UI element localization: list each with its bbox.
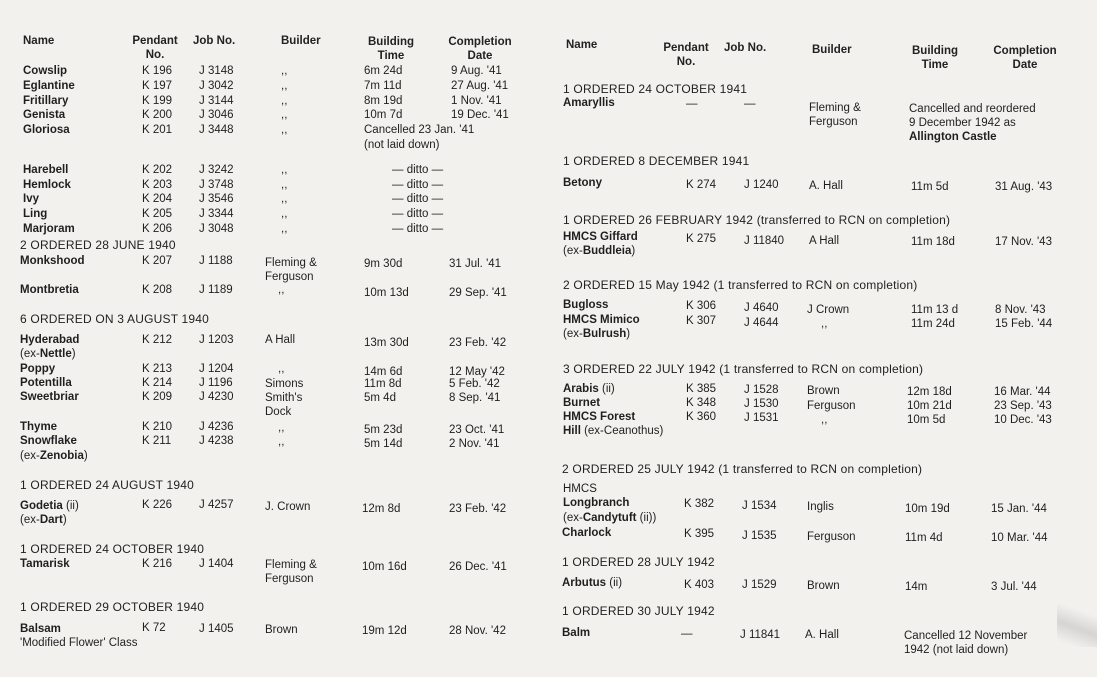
ship-name: Balsam <box>20 623 61 635</box>
completion-date: 12 May '42 <box>449 366 505 378</box>
pendant-no: — <box>681 628 693 640</box>
job-no: J 4230 <box>199 391 234 403</box>
ship-former-name: (ex-Candytuft (ii)) <box>563 512 657 524</box>
group-heading: 1 ORDERED 24 AUGUST 1940 <box>20 478 194 492</box>
group-heading: 1 ORDERED 28 JULY 1942 <box>562 555 715 569</box>
pendant-no: — <box>686 98 698 110</box>
pendant-no: K 208 <box>142 284 173 296</box>
header-job: Job No. <box>724 42 767 54</box>
right-column <box>545 0 1097 677</box>
completion-date: 17 Nov. '43 <box>995 236 1052 248</box>
ship-name: Eglantine <box>23 79 75 92</box>
completion-date: 10 Mar. '44 <box>991 532 1048 544</box>
building-time: 14m 6d <box>364 366 403 378</box>
builder: ,, <box>281 223 288 235</box>
pendant-no: K 196 <box>142 65 173 77</box>
builder: ,, <box>281 124 288 137</box>
job-no: J 1534 <box>742 500 777 512</box>
pendant-no: K 199 <box>142 94 173 107</box>
ship-name: Longbranch <box>563 497 630 509</box>
job-no: J 3448 <box>199 124 234 137</box>
ship-name: Charlock <box>562 527 612 539</box>
pendant-no: K 207 <box>142 255 173 267</box>
builder: ,, <box>281 65 288 77</box>
building-time: 19m 12d <box>362 625 407 637</box>
header-completion-date: Completion Date <box>993 45 1057 71</box>
ship-name: Harebell <box>23 163 69 176</box>
group-heading: 1 ORDERED 29 OCTOBER 1940 <box>20 600 205 614</box>
builder: ,, <box>281 79 288 92</box>
building-time: 5m 4d <box>364 392 396 404</box>
job-no: J 1405 <box>199 623 234 635</box>
completion-date: 8 Sep. '41 <box>449 392 501 404</box>
builder: Smith's Dock <box>265 392 303 418</box>
completion-date: 29 Sep. '41 <box>449 287 507 299</box>
hmcs-prefix: HMCS <box>563 483 597 495</box>
ship-name: Burnet <box>563 397 601 409</box>
building-time: 12m 18d <box>907 386 952 398</box>
pendant-no: K 212 <box>142 334 173 346</box>
ship-name: HMCS Mimico <box>563 314 640 326</box>
ship-name: Amaryllis <box>563 97 615 109</box>
building-time: — ditto — <box>392 223 444 235</box>
pendant-no: K 197 <box>142 79 173 92</box>
building-time: (not laid down) <box>364 139 440 151</box>
left-column <box>0 0 545 677</box>
job-no: J 4236 <box>199 421 234 433</box>
builder: ,, <box>278 436 285 448</box>
building-time: 5m 14d <box>364 438 403 450</box>
header-pendant: Pendant No. <box>663 42 709 68</box>
job-no: J 1196 <box>199 377 233 389</box>
job-no: J 1535 <box>742 530 777 542</box>
builder: ,, <box>281 94 288 107</box>
completion-date: 8 Nov. '43 <box>995 304 1046 316</box>
job-no: J 1404 <box>199 558 234 570</box>
ship-name-continued: Hill (ex-Ceanothus) <box>563 425 664 437</box>
job-no: J 1528 <box>744 384 779 396</box>
completion-date: 15 Jan. '44 <box>991 503 1047 515</box>
header-pendant: Pendant No. <box>132 35 178 61</box>
builder: A. Hall <box>805 629 839 641</box>
builder: ,, <box>278 284 285 296</box>
completion-date: 19 Dec. '41 <box>451 109 509 122</box>
builder: Inglis <box>807 501 834 513</box>
builder: Ferguson <box>807 531 856 543</box>
group-heading: 1 ORDERED 8 DECEMBER 1941 <box>563 154 750 168</box>
completion-date: 31 Jul. '41 <box>449 258 502 270</box>
building-time: 5m 23d <box>364 424 403 436</box>
ship-name: Monkshood <box>20 255 85 267</box>
job-no: J 11840 <box>744 235 785 247</box>
pendant-no: K 226 <box>142 499 173 511</box>
ship-name: Arabis (ii) <box>563 383 615 395</box>
pendant-no: K 348 <box>686 397 717 409</box>
pendant-no: K 216 <box>142 558 173 570</box>
builder: A Hall <box>809 235 840 247</box>
ship-name: Godetia (ii) <box>20 500 79 512</box>
builder: A. Hall <box>809 180 843 192</box>
ship-former-name: (ex-Nettle) <box>20 348 76 360</box>
group-heading: 1 ORDERED 30 JULY 1942 <box>562 604 715 618</box>
job-no: J 3148 <box>199 65 234 77</box>
ship-name: HMCS Giffard <box>563 231 638 243</box>
building-time: 10m 21d <box>907 400 952 412</box>
job-no: J 3344 <box>199 208 234 221</box>
job-no: J 3546 <box>199 193 234 206</box>
page-edge-smudge <box>1057 597 1097 647</box>
building-time: — ditto — <box>392 193 444 206</box>
job-no: J 1530 <box>744 398 779 410</box>
building-time: 11m 8d <box>364 378 402 390</box>
builder: ,, <box>281 109 288 122</box>
pendant-no: K 395 <box>684 528 715 540</box>
builder: ,, <box>821 318 828 330</box>
builder: Brown <box>807 580 840 592</box>
header-builder: Builder <box>281 35 321 47</box>
builder: Brown <box>265 624 298 636</box>
ship-former-name: (ex-Zenobia) <box>20 450 88 462</box>
building-time: 6m 24d <box>364 65 403 77</box>
job-no: J 1531 <box>744 412 779 424</box>
job-no: — <box>744 98 756 110</box>
completion-date: 3 Jul. '44 <box>991 581 1037 593</box>
ship-name: Thyme <box>20 421 58 433</box>
job-no: J 11841 <box>740 629 781 641</box>
job-no: J 3748 <box>199 178 234 191</box>
pendant-no: K 214 <box>142 377 173 389</box>
ship-former-name: (ex-Buddleia) <box>563 245 636 257</box>
pendant-no: K 72 <box>142 622 166 634</box>
header-job: Job No. <box>193 35 236 47</box>
completion-date: 5 Feb. '42 <box>449 378 500 390</box>
pendant-no: K 205 <box>142 208 173 221</box>
job-no: J 1189 <box>199 284 233 296</box>
ship-name: Arbutus (ii) <box>562 577 623 589</box>
builder: Fleming & Ferguson <box>265 559 317 585</box>
building-time: 10m 19d <box>905 503 950 515</box>
pendant-no: K 306 <box>686 300 717 312</box>
header-name: Name <box>566 39 598 51</box>
building-time: 11m 24d <box>911 318 955 330</box>
ship-name: Bugloss <box>563 299 609 311</box>
job-no: J 4644 <box>744 317 779 329</box>
ship-name: Hyderabad <box>20 334 80 346</box>
ship-name: Tamarisk <box>20 558 70 570</box>
completion-date: 15 Feb. '44 <box>995 318 1053 330</box>
completion-date: 31 Aug. '43 <box>995 181 1053 193</box>
building-time: 9m 30d <box>364 258 403 270</box>
builder: ,, <box>821 414 828 426</box>
ship-name: Cowslip <box>23 65 68 77</box>
pendant-no: K 307 <box>686 315 717 327</box>
header-completion-date: Completion Date <box>448 36 512 62</box>
header-builder: Builder <box>812 44 852 56</box>
ship-name: Sweetbriar <box>20 391 79 403</box>
completion-date: 27 Aug. '41 <box>451 79 509 92</box>
builder: ,, <box>278 363 285 375</box>
builder: ,, <box>281 208 288 221</box>
building-time: 13m 30d <box>364 337 409 349</box>
group-heading: 2 ORDERED 25 JULY 1942 (1 transferred to RCN on completion) <box>562 462 923 476</box>
completion-date: 9 Aug. '41 <box>451 65 502 77</box>
pendant-no: K 382 <box>684 498 715 510</box>
building-time: 10m 7d <box>364 109 403 122</box>
ship-name: Gloriosa <box>23 124 70 137</box>
status-note: Cancelled 12 November 1942 (not laid down) <box>904 630 1028 656</box>
ship-former-name: (ex-Dart) <box>20 514 67 526</box>
completion-date: 1 Nov. '41 <box>451 94 502 107</box>
builder: Simons <box>265 378 304 390</box>
ship-name: Snowflake <box>20 435 77 447</box>
ship-class-note: 'Modified Flower' Class <box>20 637 138 649</box>
job-no: J 3144 <box>199 94 234 107</box>
ship-name: Marjoram <box>23 223 75 235</box>
ship-former-name: (ex-Bulrush) <box>563 328 631 340</box>
building-time: 11m 5d <box>911 181 949 193</box>
completion-date: 23 Sep. '43 <box>994 400 1052 412</box>
completion-date: 23 Oct. '41 <box>449 424 505 436</box>
completion-date: 16 Mar. '44 <box>994 386 1051 398</box>
building-time: 12m 8d <box>362 503 401 515</box>
building-time: 11m 18d <box>911 236 955 248</box>
pendant-no: K 360 <box>686 411 717 423</box>
pendant-no: K 201 <box>142 124 173 137</box>
ship-name: Montbretia <box>20 284 79 296</box>
job-no: J 1204 <box>199 363 234 375</box>
ship-name: Ivy <box>23 193 39 206</box>
completion-date: 23 Feb. '42 <box>449 337 507 349</box>
completion-date: 28 Nov. '42 <box>449 625 506 637</box>
pendant-no: K 202 <box>142 163 173 176</box>
job-no: J 4257 <box>199 499 234 511</box>
job-no: J 1529 <box>742 579 777 591</box>
ship-name: Poppy <box>20 363 56 375</box>
status-note: Cancelled and reordered 9 December 1942 as Allington Castle <box>909 103 1036 143</box>
group-heading: 2 ORDERED 15 May 1942 (1 transferred to RCN on completion) <box>563 278 918 292</box>
ship-name: Ling <box>23 208 48 221</box>
pendant-no: K 200 <box>142 109 173 122</box>
building-time: 11m 13 d <box>911 304 959 316</box>
building-time: — ditto — <box>392 163 444 176</box>
pendant-no: K 385 <box>686 383 717 395</box>
builder: J. Crown <box>265 501 311 513</box>
building-time: — ditto — <box>392 208 444 221</box>
ship-name: Genista <box>23 109 66 122</box>
building-time: 10m 13d <box>364 287 409 299</box>
header-building-time: Building Time <box>368 36 414 62</box>
builder: ,, <box>281 163 288 176</box>
group-heading: 1 ORDERED 24 OCTOBER 1941 <box>563 82 748 96</box>
header-building-time: Building Time <box>912 45 958 71</box>
builder: Brown <box>807 385 840 397</box>
group-heading: 6 ORDERED ON 3 AUGUST 1940 <box>20 312 210 326</box>
pendant-no: K 209 <box>142 391 173 403</box>
builder: J Crown <box>807 304 850 316</box>
builder: Fleming & Ferguson <box>265 257 317 283</box>
job-no: J 1240 <box>744 179 779 191</box>
pendant-no: K 403 <box>684 579 715 591</box>
pendant-no: K 210 <box>142 421 173 433</box>
group-heading: 3 ORDERED 22 JULY 1942 (1 transferred to RCN on completion) <box>563 362 924 376</box>
job-no: J 3048 <box>199 223 234 235</box>
builder: ,, <box>281 178 288 191</box>
header-name: Name <box>23 35 55 47</box>
completion-date: 26 Dec. '41 <box>449 561 507 573</box>
building-time: Cancelled 23 Jan. '41 <box>364 124 475 137</box>
job-no: J 4238 <box>199 435 234 447</box>
building-time: 11m 4d <box>905 532 943 544</box>
builder: Ferguson <box>807 400 856 412</box>
builder: Fleming & Ferguson <box>809 102 861 128</box>
completion-date: 23 Feb. '42 <box>449 503 507 515</box>
group-heading: 1 ORDERED 26 FEBRUARY 1942 (transferred to RCN on completion) <box>563 213 951 227</box>
pendant-no: K 275 <box>686 233 717 245</box>
group-heading: 1 ORDERED 24 OCTOBER 1940 <box>20 542 205 556</box>
ship-name: Potentilla <box>20 377 72 389</box>
building-time: 14m <box>905 581 928 593</box>
ship-name: Fritillary <box>23 94 69 107</box>
building-time: 7m 11d <box>364 79 402 92</box>
ship-name: Betony <box>563 177 602 189</box>
building-time: — ditto — <box>392 178 444 191</box>
pendant-no: K 211 <box>142 435 172 447</box>
completion-date: 2 Nov. '41 <box>449 438 500 450</box>
ship-name: Hemlock <box>23 178 71 191</box>
building-time: 10m 5d <box>907 414 946 426</box>
job-no: J 3046 <box>199 109 234 122</box>
building-time: 10m 16d <box>362 561 407 573</box>
job-no: J 1188 <box>199 255 233 267</box>
builder: ,, <box>281 193 288 206</box>
builder: ,, <box>278 422 285 434</box>
completion-date: 10 Dec. '43 <box>994 414 1052 426</box>
pendant-no: K 203 <box>142 178 173 191</box>
pendant-no: K 274 <box>686 179 717 191</box>
job-no: J 4640 <box>744 302 779 314</box>
ship-name: HMCS Forest <box>563 411 636 423</box>
pendant-no: K 204 <box>142 193 173 206</box>
ship-name: Balm <box>562 627 591 639</box>
job-no: J 3242 <box>199 163 234 176</box>
job-no: J 1203 <box>199 334 234 346</box>
pendant-no: K 206 <box>142 223 173 235</box>
building-time: 8m 19d <box>364 94 403 107</box>
job-no: J 3042 <box>199 79 234 92</box>
builder: A Hall <box>265 334 296 346</box>
pendant-no: K 213 <box>142 363 173 375</box>
group-heading: 2 ORDERED 28 JUNE 1940 <box>20 238 176 252</box>
